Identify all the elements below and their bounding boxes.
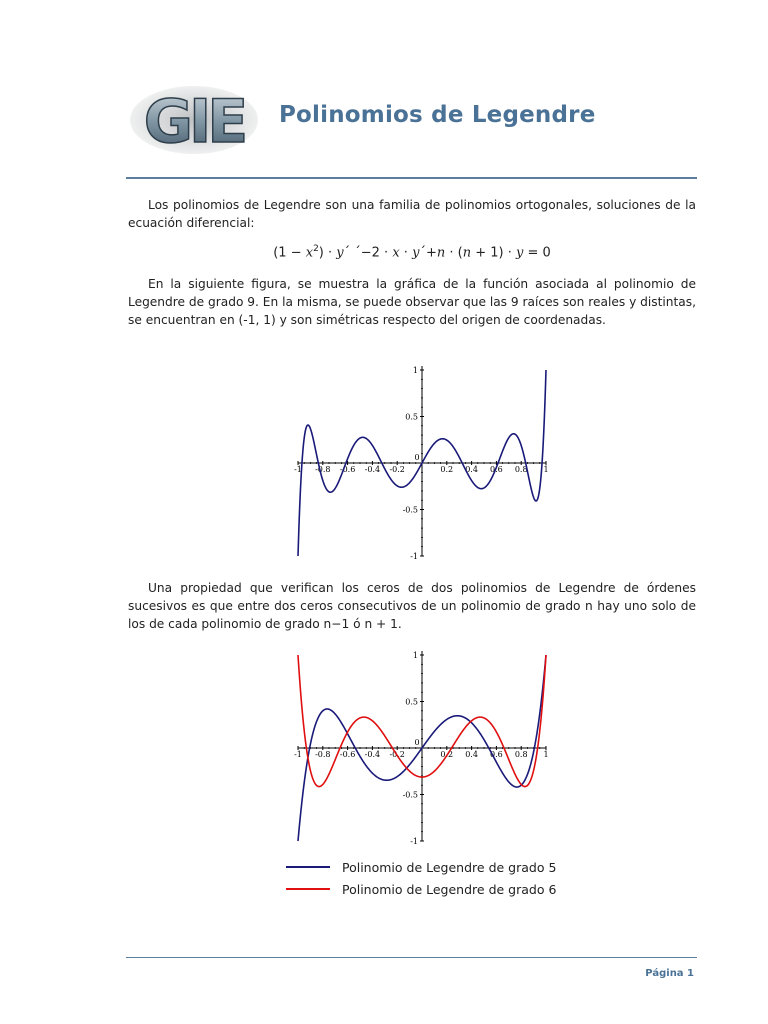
figure1-description: En la siguiente figura, se muestra la gráfica de la función asociada al polinomio de Legendre de grado 9. En la misma, se puede observar que las 9 raíces son reales y distintas, se encuentran en (-1, 1) y son simétricas respecto del origen de coordenadas. xyxy=(128,277,696,327)
legend-item-degree6 xyxy=(286,878,556,900)
x-tick-label: 0.6 xyxy=(490,750,503,759)
x-tick-label: 0.4 xyxy=(465,465,478,474)
x-tick-label: 0.8 xyxy=(514,750,528,759)
intro-paragraph: Los polinomios de Legendre son una familia de polinomios ortogonales, soluciones de la ecuación diferencial: xyxy=(128,198,696,230)
y-tick-label: -0.5 xyxy=(402,505,418,515)
footer-divider xyxy=(126,957,697,958)
legend-swatch-degree5 xyxy=(286,866,330,868)
x-tick-label: 0.2 xyxy=(440,465,454,474)
chart-legend xyxy=(286,856,556,900)
x-tick-label: 0.8 xyxy=(514,465,528,474)
x-tick-label: -0.8 xyxy=(315,465,331,474)
x-tick-label: 0 xyxy=(414,738,420,747)
zeros-property-paragraph: Una propiedad que verifican los ceros de dos polinomios de Legendre de órdenes sucesivos es que entre dos ceros consecutivos de un polinomio de grado n hay uno solo de los de cada polinomio de grado n−1 ó n + 1. xyxy=(128,581,696,631)
y-tick-label: 0.5 xyxy=(405,697,418,707)
legendre-degree5-6-chart xyxy=(280,645,560,850)
x-tick-label: -0.4 xyxy=(364,465,381,474)
y-tick-label: 0.5 xyxy=(405,412,418,422)
y-tick-label: 1 xyxy=(412,366,418,375)
x-tick-label: 0 xyxy=(414,453,420,462)
x-tick-label: -1 xyxy=(294,750,302,759)
gie-logo xyxy=(124,80,264,160)
x-tick-label: -0.8 xyxy=(315,750,331,759)
y-tick-label: -1 xyxy=(410,552,418,561)
y-tick-label: -1 xyxy=(410,837,418,846)
x-tick-label: -0.2 xyxy=(389,750,405,759)
y-tick-label: -0.5 xyxy=(402,790,418,800)
x-tick-label: -0.4 xyxy=(364,750,381,759)
legend-label-degree5: Polinomio de Legendre de grado 5 xyxy=(342,859,557,875)
x-tick-label: -0.6 xyxy=(339,465,356,474)
x-tick-label: 1 xyxy=(543,750,549,759)
legend-swatch-degree6 xyxy=(286,888,330,890)
x-tick-label: -0.6 xyxy=(339,750,356,759)
y-tick-label: 1 xyxy=(412,651,418,660)
page-title: Polinomios de Legendre xyxy=(279,102,596,128)
svg-text:GIE: GIE xyxy=(143,87,245,157)
x-tick-label: -1 xyxy=(294,465,302,474)
legend-label-degree6: Polinomio de Legendre de grado 6 xyxy=(342,881,557,897)
x-tick-label: 0.2 xyxy=(440,750,454,759)
legendre-degree9-chart xyxy=(280,360,560,565)
header-divider xyxy=(126,177,697,179)
x-tick-label: 0.6 xyxy=(490,465,503,474)
legend-item-degree5 xyxy=(286,856,556,878)
x-tick-label: 1 xyxy=(543,465,549,474)
differential-equation: $(1 - x^2)$ · y´ ´−2 · x · y´+n · (n + 1) · y = 0 xyxy=(273,244,551,261)
x-tick-label: 0.4 xyxy=(465,750,478,759)
x-tick-label: -0.2 xyxy=(389,465,405,474)
page-number: Página 1 xyxy=(645,968,694,979)
